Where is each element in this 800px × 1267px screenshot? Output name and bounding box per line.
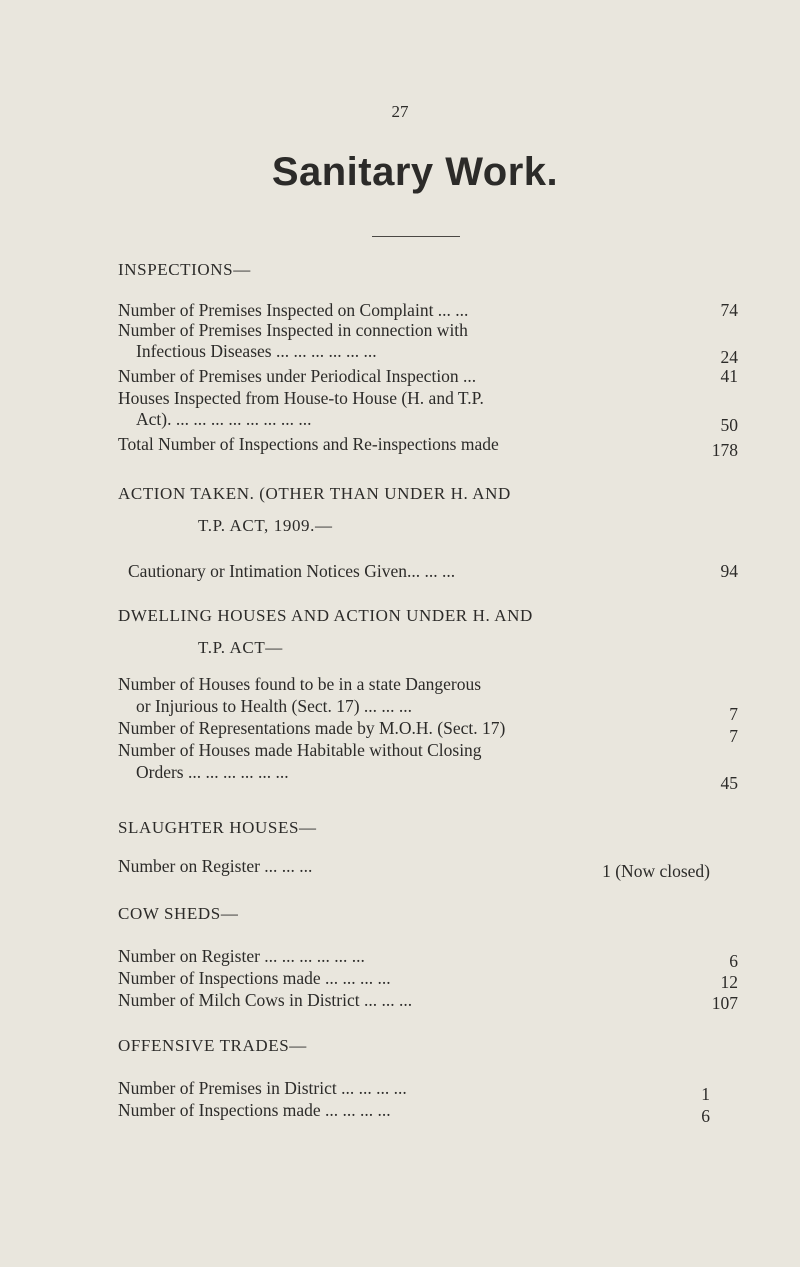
- cow-row-register: [118, 946, 738, 971]
- row-value: 24: [720, 347, 738, 367]
- row-label-cont: Infectious Diseases ... ... ... ... ... ...: [136, 341, 377, 361]
- row-label: Number of Milch Cows in District ... ... ...: [118, 990, 413, 1010]
- slaughter-row-register: [118, 856, 738, 881]
- row-value: 12: [720, 972, 738, 992]
- row-label: Number of Houses made Habitable without Closing: [118, 740, 482, 760]
- row-label: Number of Premises Inspected in connection with: [118, 320, 468, 340]
- row-label: Number of Representations made by M.O.H. (Sect. 17): [118, 718, 506, 738]
- action-row-notices: [128, 561, 738, 583]
- row-label: Number of Premises under Periodical Inspection ...: [118, 366, 477, 386]
- row-value: 94: [720, 561, 738, 581]
- row-label: Cautionary or Intimation Notices Given... ... ...: [128, 561, 456, 581]
- heading-line-cont: T.P. ACT—: [198, 638, 283, 657]
- row-value: 7: [729, 726, 738, 746]
- cow-row-milch-cows: [118, 990, 738, 1012]
- row-label: Number of Inspections made ... ... ... ...: [118, 1100, 391, 1120]
- row-value: 107: [711, 993, 738, 1013]
- row-label: Houses Inspected from House-to House (H. and T.P.: [118, 388, 484, 408]
- row-value: 6: [701, 1106, 710, 1126]
- inspection-row-house-to-house: [118, 388, 738, 435]
- inspection-row-periodical: [118, 366, 738, 388]
- dwelling-row-dangerous: [118, 674, 738, 724]
- inspection-row-complaint: [118, 300, 738, 322]
- cow-row-inspections: [118, 968, 738, 990]
- row-label: Number on Register ... ... ... ... ... ...: [118, 946, 365, 966]
- row-label-cont: Act). ... ... ... ... ... ... ... ...: [136, 409, 312, 429]
- page-number: 27: [391, 102, 409, 121]
- dwelling-row-habitable: [118, 740, 738, 793]
- trades-row-premises: [118, 1078, 738, 1104]
- row-label: Total Number of Inspections and Re-inspections made: [118, 434, 499, 454]
- row-value: 45: [720, 773, 738, 793]
- page-title: Sanitary Work.: [271, 150, 559, 194]
- row-label: Number of Houses found to be in a state Dangerous: [118, 674, 482, 694]
- heading-line-cont: T.P. ACT, 1909.—: [198, 516, 333, 535]
- row-label-cont: Orders ... ... ... ... ... ...: [136, 762, 289, 782]
- row-label: Number on Register ... ... ...: [118, 856, 313, 876]
- row-value: 50: [720, 415, 738, 435]
- section-heading-inspections: INSPECTIONS—: [118, 260, 251, 279]
- heading-line: ACTION TAKEN. (OTHER THAN UNDER H. AND: [118, 484, 511, 503]
- row-value: 7: [729, 704, 738, 724]
- title-rule: [372, 236, 460, 237]
- row-label: Number of Premises Inspected on Complaint ... ...: [118, 300, 469, 320]
- dwelling-row-representations: [118, 718, 738, 746]
- row-label-cont: or Injurious to Health (Sect. 17) ... ... ...: [136, 696, 413, 716]
- section-heading-dwelling-houses: [118, 600, 533, 664]
- row-value: 1 (Now closed): [602, 861, 710, 881]
- row-label: Number of Premises in District ... ... ... ...: [118, 1078, 407, 1098]
- row-value: 6: [729, 951, 738, 971]
- section-heading-action-taken: [118, 478, 511, 542]
- row-value: 178: [711, 440, 738, 460]
- trades-row-inspections: [118, 1100, 738, 1126]
- row-value: 1: [701, 1084, 710, 1104]
- row-label: Number of Inspections made ... ... ... ...: [118, 968, 391, 988]
- section-heading-offensive-trades: OFFENSIVE TRADES—: [118, 1036, 307, 1055]
- row-value: 41: [720, 366, 738, 386]
- inspection-row-infectious: [118, 320, 738, 367]
- row-value: 74: [720, 300, 738, 320]
- heading-line: DWELLING HOUSES AND ACTION UNDER H. AND: [118, 606, 533, 625]
- section-heading-cow-sheds: COW SHEDS—: [118, 904, 239, 923]
- inspection-row-total: [118, 434, 738, 460]
- section-heading-slaughter-houses: SLAUGHTER HOUSES—: [118, 818, 317, 837]
